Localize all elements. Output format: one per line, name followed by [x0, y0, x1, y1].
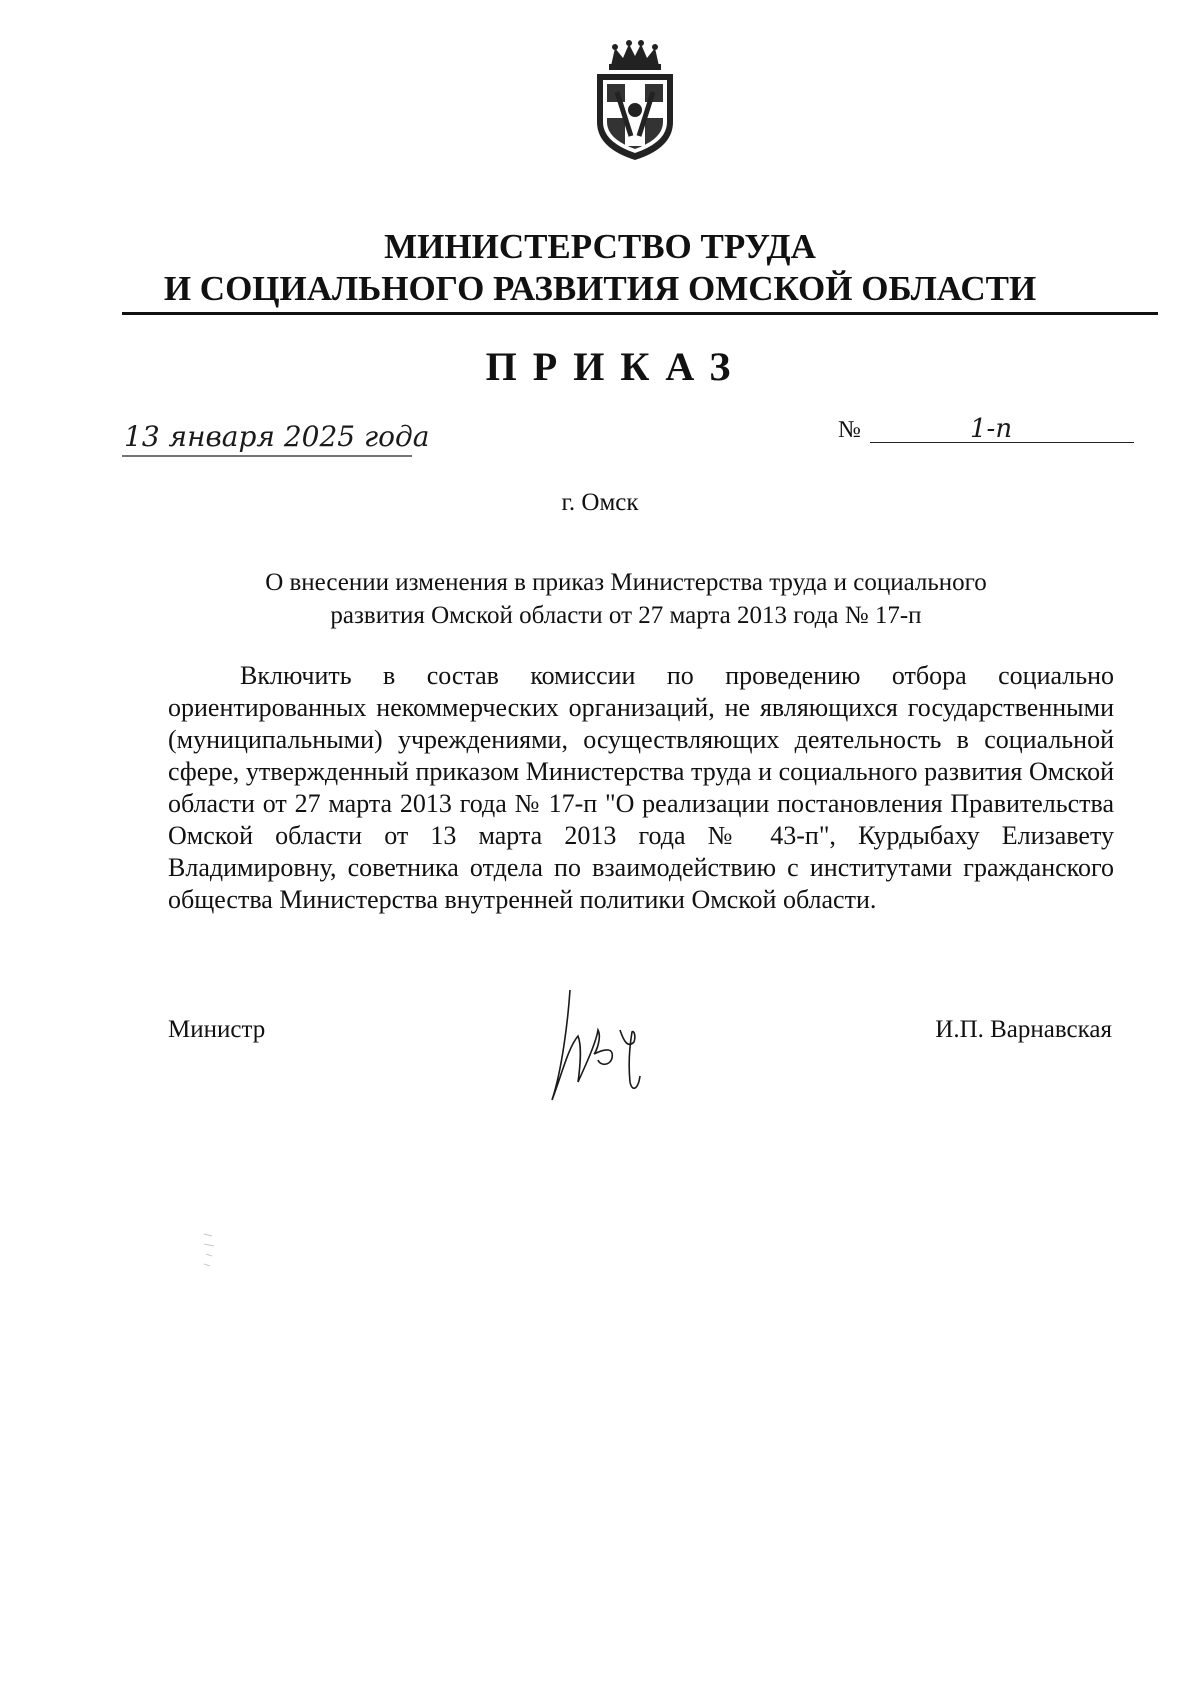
handwritten-signature-icon — [540, 990, 690, 1112]
ministry-title-line1: МИНИСТЕРСТВО ТРУДА — [384, 227, 816, 266]
handwritten-order-number-text: 1-п — [970, 414, 1013, 444]
scan-artifact — [200, 1230, 220, 1270]
coat-of-arms-icon — [589, 40, 681, 162]
signatory-position: Министр — [168, 1016, 266, 1043]
city: г. Омск — [561, 489, 639, 516]
order-body-paragraph: Включить в состав комиссии по проведению отбора социально ориентированных некоммерческих организаций, не являющихся государственными (муниципальными) учреждениями, осуществляющих деятельность в социальной сфере, утвержденный приказом Министерства труда и социального развития Омской области от 27 марта 2013 года № 17-п "О реализации постановления Правительства Омской области от 13 марта 2013 года № 43-п", Курдыбаху Елизавету Владимировну, советника отдела по взаимодействию с институтами гражданского общества Министерства внутренней политики Омской области. — [168, 661, 1114, 914]
document-type-title: ПРИКАЗ — [485, 344, 747, 389]
order-subject-line2: развития Омской области от 27 марта 2013 года № 17-п — [330, 602, 922, 629]
handwritten-date-text: 13 января 2025 года — [124, 420, 430, 453]
ministry-title-line2: И СОЦИАЛЬНОГО РАЗВИТИЯ ОМСКОЙ ОБЛАСТИ — [163, 269, 1037, 308]
order-subject-line1: О внесении изменения в приказ Министерства труда и социального — [265, 569, 987, 596]
handwritten-order-number — [966, 411, 1036, 451]
order-subject — [200, 566, 1052, 632]
handwritten-date — [122, 412, 452, 478]
header-divider — [122, 312, 1158, 315]
signatory-name: И.П. Варнавская — [935, 1016, 1112, 1043]
order-number-label: № — [838, 417, 861, 443]
ministry-title — [150, 226, 1050, 310]
